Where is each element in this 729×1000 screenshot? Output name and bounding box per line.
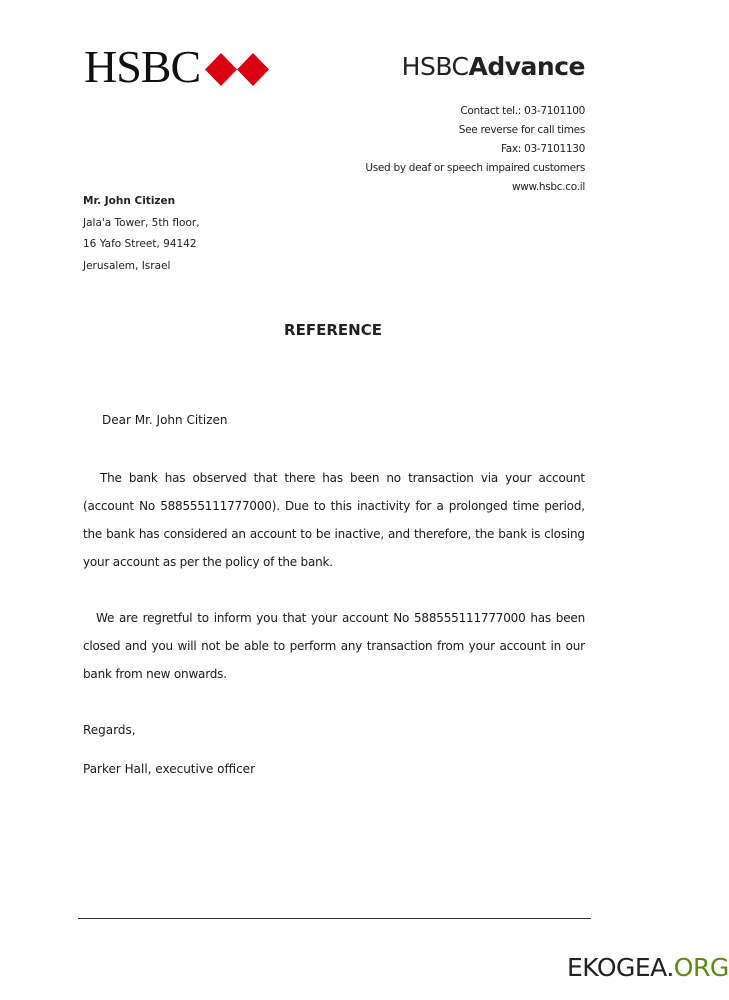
word: perform	[289, 639, 337, 653]
paragraph-line: your account as per the policy of the bank.	[83, 555, 333, 569]
contact-tel: Contact tel.: 03-7101100	[460, 105, 585, 117]
word: you	[256, 611, 278, 625]
word: a	[436, 499, 444, 513]
word: time	[512, 499, 540, 513]
paragraph-line	[83, 492, 585, 520]
word: No	[139, 499, 155, 513]
word: inform	[213, 611, 252, 625]
word: regretful	[142, 611, 193, 625]
word: the	[83, 527, 103, 541]
word: Due	[285, 499, 309, 513]
hsbc-advance-brand: HSBCAdvance	[401, 52, 585, 81]
word: account	[538, 471, 585, 485]
word: and	[387, 527, 410, 541]
paragraph-line: bank from new onwards.	[83, 667, 227, 681]
hsbc-hexagon-logo-icon	[205, 53, 269, 86]
word: to	[313, 499, 326, 513]
closing: Regards,	[83, 723, 136, 737]
word: via	[480, 471, 499, 485]
letter-title: REFERENCE	[284, 321, 382, 339]
word: 588555111777000	[413, 611, 526, 625]
word: be	[224, 639, 240, 653]
paragraph-1	[83, 464, 585, 576]
website-link[interactable]: www.hsbc.co.il	[511, 181, 585, 193]
impaired-note: Used by deaf or speech impaired customers	[365, 162, 585, 174]
word: not	[201, 639, 221, 653]
word: has	[164, 471, 186, 485]
paragraph-2	[83, 604, 585, 688]
word: bank	[106, 527, 135, 541]
word: the	[475, 527, 495, 541]
word: (account	[83, 499, 134, 513]
word: be	[315, 527, 331, 541]
word: has	[322, 471, 343, 485]
word: transaction	[408, 471, 474, 485]
recipient-name: Mr. John Citizen	[83, 195, 176, 207]
word: inactive,	[334, 527, 384, 541]
contact-info	[365, 102, 585, 197]
word: We	[96, 611, 115, 625]
word: that	[282, 611, 307, 625]
call-times-note: See reverse for call times	[458, 124, 585, 136]
word: bank	[128, 471, 158, 485]
salutation: Dear Mr. John Citizen	[102, 413, 228, 427]
word: this	[330, 499, 352, 513]
paragraph-line	[83, 520, 585, 548]
word: account	[341, 611, 389, 625]
word: been	[350, 471, 380, 485]
word: bank	[498, 527, 527, 541]
word: account	[249, 527, 297, 541]
word: your	[310, 611, 338, 625]
word: for	[415, 499, 432, 513]
hsbc-logo-text: HSBC	[84, 41, 201, 92]
word: has	[530, 611, 551, 625]
address-line: Jerusalem, Israel	[83, 259, 171, 272]
word: is	[530, 527, 541, 541]
recipient-address	[83, 191, 200, 277]
paragraph-line	[83, 464, 585, 492]
contact-fax: Fax: 03-7101130	[500, 143, 585, 155]
signer: Parker Hall, executive officer	[83, 762, 255, 776]
word: from	[436, 639, 465, 653]
word: No	[393, 611, 410, 625]
word: closed	[83, 639, 121, 653]
address-line: 16 Yafo Street, 94142	[83, 238, 197, 250]
word: there	[284, 471, 316, 485]
word: an	[231, 527, 246, 541]
word: considered	[163, 527, 228, 541]
word: has	[138, 527, 160, 541]
word: to	[300, 527, 312, 541]
word: are	[118, 611, 138, 625]
word: 588555111777000).	[160, 499, 280, 513]
word: prolonged	[448, 499, 508, 513]
word: to	[197, 611, 209, 625]
word: observed	[192, 471, 247, 485]
word: closing	[544, 527, 585, 541]
word: to	[273, 639, 286, 653]
word: account	[499, 639, 546, 653]
word: transaction	[366, 639, 433, 653]
word: our	[565, 639, 585, 653]
word: your	[505, 471, 532, 485]
word: inactivity	[356, 499, 411, 513]
word: your	[468, 639, 495, 653]
word: and	[124, 639, 147, 653]
word: in	[550, 639, 561, 653]
word: will	[177, 639, 197, 653]
word: been	[555, 611, 585, 625]
word: no	[386, 471, 401, 485]
word: any	[340, 639, 363, 653]
word: you	[151, 639, 173, 653]
word: The	[100, 471, 122, 485]
footer-rule	[78, 918, 591, 919]
paragraph-line	[83, 604, 585, 632]
watermark: EKOGEA.ORG	[567, 953, 729, 982]
word: therefore,	[413, 527, 472, 541]
paragraph-line	[83, 632, 585, 660]
address-line: Jala'a Tower, 5th floor,	[83, 216, 200, 229]
word: able	[243, 639, 269, 653]
word: period,	[544, 499, 585, 513]
word: that	[253, 471, 278, 485]
